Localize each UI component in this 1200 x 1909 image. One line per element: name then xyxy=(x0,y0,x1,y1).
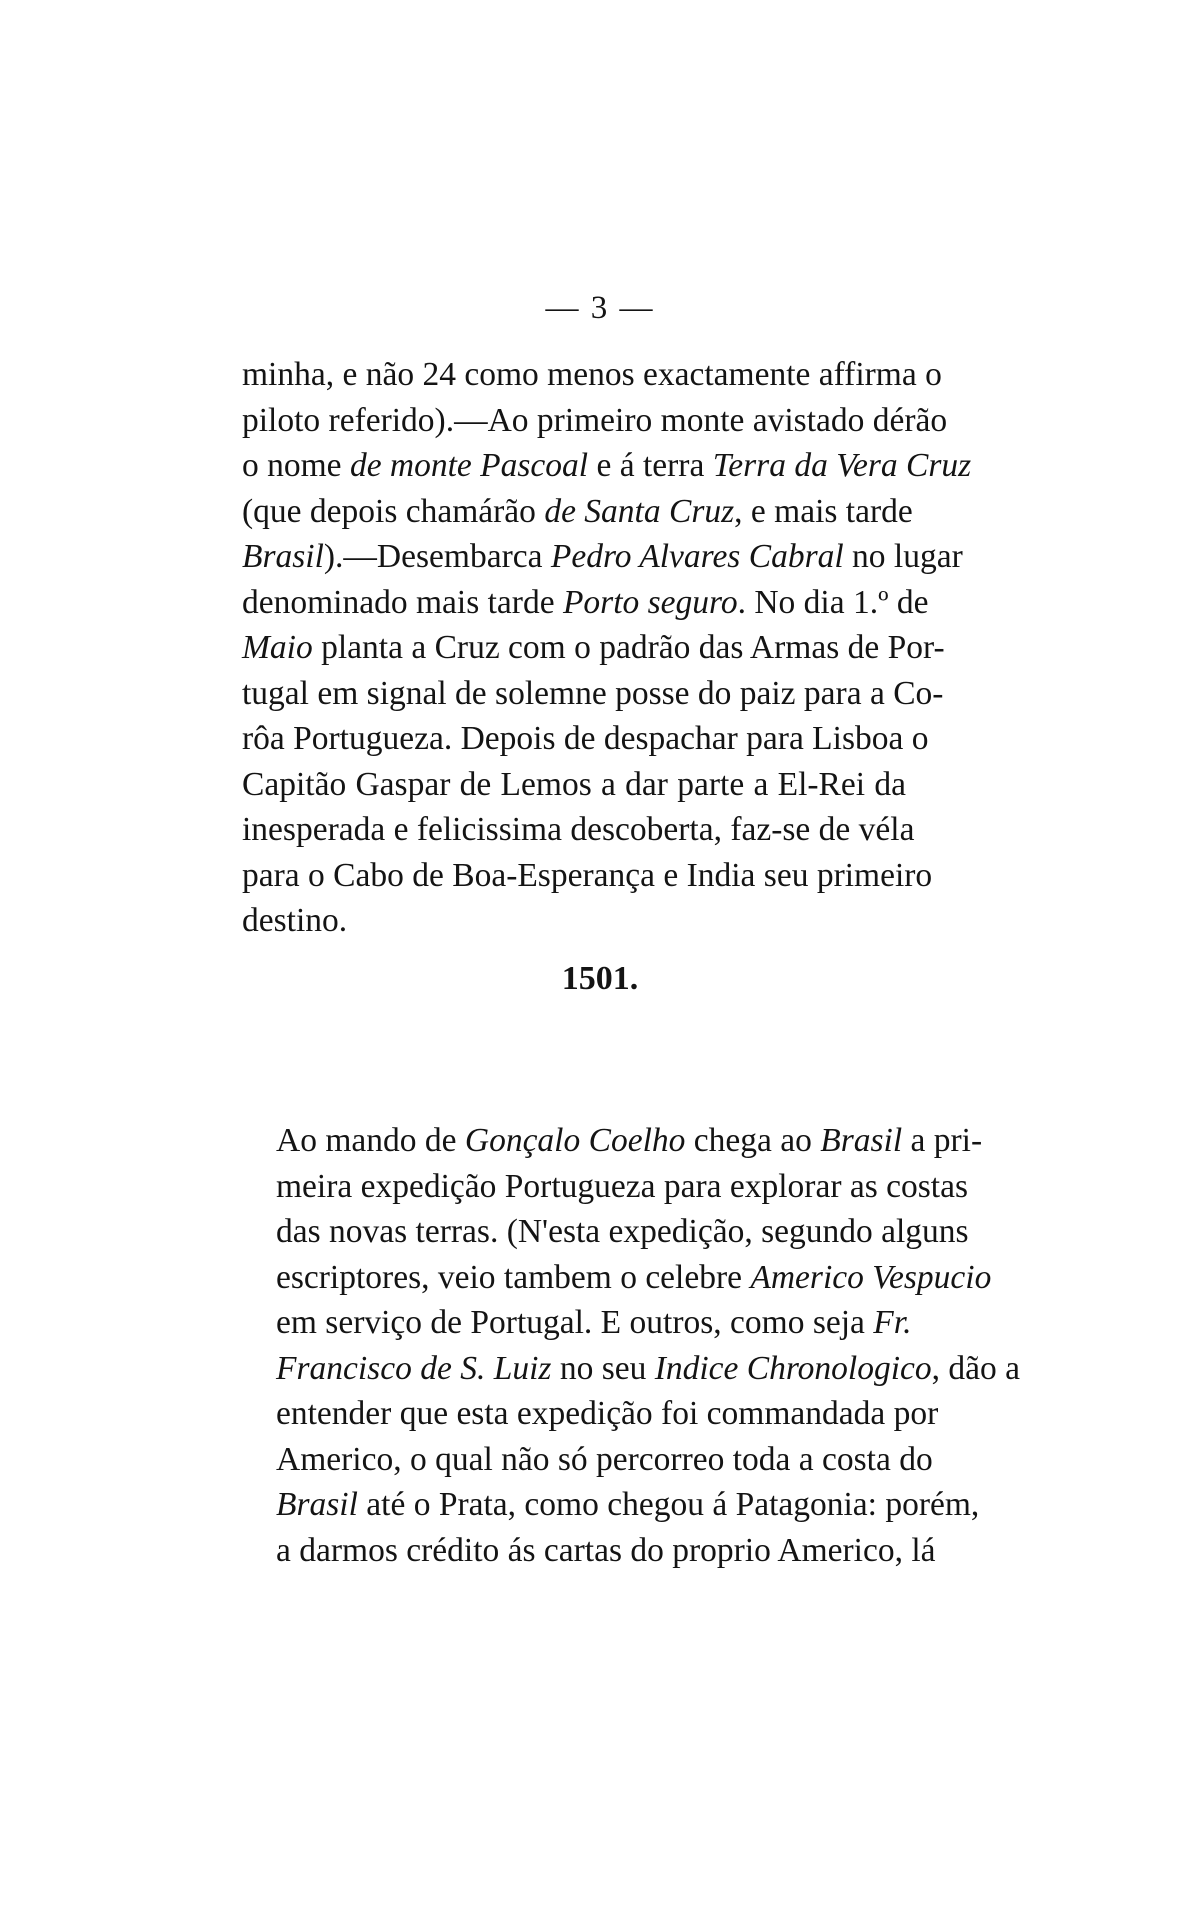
text-line: meira expedição Portugueza para explorar as costas xyxy=(276,1167,969,1205)
paragraph-2-text xyxy=(242,1118,1021,1573)
italic-term: Americo Vespucio xyxy=(750,1258,992,1296)
text-line: destino. xyxy=(242,902,348,939)
text-line: para o Cabo de Boa-Esperança e India seu primeiro xyxy=(242,856,933,894)
text-line: o nome de monte Pascoal e á terra Terra da Vera Cruz xyxy=(242,447,972,484)
text-line: inesperada e felicissima descoberta, faz-se de véla xyxy=(242,811,915,848)
text-line: entender que esta expedição foi commandada por xyxy=(276,1395,939,1432)
text-line: Ao mando de Gonçalo Coelho chega ao Brasil a pri- xyxy=(276,1122,983,1159)
text-line: Francisco de S. Luiz no seu Indice Chronologico, dão a xyxy=(276,1349,1021,1387)
italic-term: Indice Chronologico xyxy=(654,1349,932,1387)
text-line: Brasil).—Desembarca Pedro Alvares Cabral no lugar xyxy=(242,538,963,575)
page-number: — 3 — xyxy=(545,290,655,326)
italic-term: de monte Pascoal xyxy=(349,447,589,484)
text-line: rôa Portugueza. Depois de despachar para Lisboa o xyxy=(242,720,929,757)
paragraph-2 xyxy=(242,1118,1021,1573)
text-line: em serviço de Portugal. E outros, como seja Fr. xyxy=(276,1304,912,1341)
italic-term: de Santa Cruz xyxy=(544,492,735,530)
italic-term: Porto seguro xyxy=(562,583,738,621)
text-line: tugal em signal de solemne posse do paiz para a Co- xyxy=(242,674,944,712)
text-line: das novas terras. (N'esta expedição, segundo alguns xyxy=(276,1213,969,1250)
year-heading: 1501. xyxy=(561,960,639,997)
text-line: a darmos crédito ás cartas do proprio Americo, lá xyxy=(276,1531,936,1569)
text-line: Capitão Gaspar de Lemos a dar parte a El-Rei da xyxy=(242,765,906,803)
text-line: piloto referido).—Ao primeiro monte avistado dérão xyxy=(242,401,948,439)
text-line: Brasil até o Prata, como chegou á Patagonia: porém, xyxy=(276,1486,980,1523)
text-line: escriptores, veio tambem o celebre Americo Vespucio xyxy=(276,1258,992,1296)
paragraph-1 xyxy=(242,352,972,944)
text-line: minha, e não 24 como menos exactamente affirma o xyxy=(242,356,942,393)
italic-term: Gonçalo Coelho xyxy=(464,1122,686,1159)
paragraph-1-text xyxy=(242,352,972,944)
italic-term: Brasil xyxy=(276,1486,358,1523)
italic-term: Brasil xyxy=(820,1122,903,1159)
italic-term: Brasil xyxy=(242,538,324,575)
italic-term: Maio xyxy=(242,629,313,666)
italic-term: Francisco de S. Luiz xyxy=(276,1349,552,1387)
italic-term: Terra da Vera Cruz xyxy=(712,447,972,484)
text-line: Americo, o qual não só percorreo toda a costa do xyxy=(276,1440,933,1478)
text-line: denominado mais tarde Porto seguro. No dia 1.º de xyxy=(242,583,929,621)
italic-term: Fr. xyxy=(873,1304,912,1341)
text-line: (que depois chamárão de Santa Cruz, e mais tarde xyxy=(242,492,913,530)
italic-term: Pedro Alvares Cabral xyxy=(550,538,844,575)
text-line: Maio planta a Cruz com o padrão das Armas de Por- xyxy=(242,629,945,666)
